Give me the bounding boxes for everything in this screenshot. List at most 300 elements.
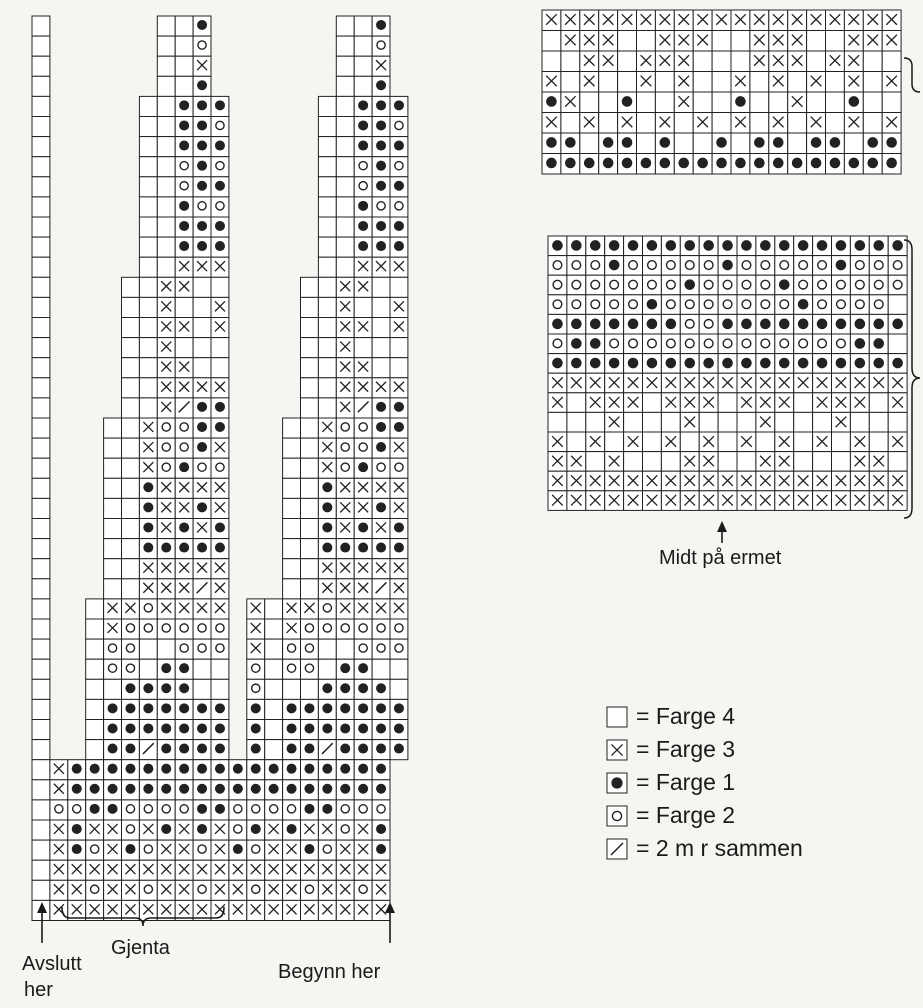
chart-cell <box>283 418 301 438</box>
dot-mark <box>125 784 135 794</box>
chart-cell <box>139 117 157 137</box>
dot-mark <box>197 221 207 231</box>
dot-mark <box>684 358 695 369</box>
dot-mark <box>72 844 82 854</box>
chart-cell <box>372 338 390 358</box>
chart-cell <box>211 860 229 880</box>
chart-cell <box>693 51 712 72</box>
dot-mark <box>197 744 207 754</box>
chart-cell <box>693 92 712 113</box>
chart-cell <box>139 257 157 277</box>
chart-cell <box>32 277 50 297</box>
chart-cell <box>354 820 372 840</box>
chart-cell <box>193 599 211 619</box>
chart-cell <box>605 275 624 295</box>
chart-cell <box>826 92 845 113</box>
chart-cell <box>301 599 319 619</box>
dot-mark <box>72 784 82 794</box>
chart-cell <box>193 197 211 217</box>
dot-mark <box>666 319 677 330</box>
chart-cell <box>139 318 157 338</box>
chart-cell <box>175 398 193 418</box>
dot-mark <box>340 703 350 713</box>
sleeve-chart-main <box>548 236 907 510</box>
chart-cell <box>586 295 605 315</box>
chart-cell <box>122 619 140 639</box>
chart-cell <box>211 458 229 478</box>
dot-mark <box>678 158 689 169</box>
chart-cell <box>157 338 175 358</box>
dot-mark <box>287 764 297 774</box>
chart-cell <box>655 72 674 93</box>
chart-cell <box>699 334 718 354</box>
chart-cell <box>718 275 737 295</box>
chart-cell <box>50 840 68 860</box>
chart-cell <box>157 619 175 639</box>
dot-mark <box>622 96 633 107</box>
chart-cell <box>193 458 211 478</box>
dot-mark <box>873 338 884 349</box>
chart-cell <box>211 257 229 277</box>
chart-cell <box>718 295 737 315</box>
chart-cell <box>567 275 586 295</box>
dot-mark <box>358 683 368 693</box>
sleeve-center-arrow <box>717 521 727 543</box>
dot-mark <box>161 824 171 834</box>
chart-cell <box>807 31 826 52</box>
dot-mark <box>90 784 100 794</box>
chart-cell <box>390 438 408 458</box>
chart-cell <box>265 840 283 860</box>
chart-cell <box>32 76 50 96</box>
chart-cell <box>807 92 826 113</box>
chart-cell <box>567 256 586 276</box>
chart-cell <box>157 418 175 438</box>
chart-cell <box>888 334 907 354</box>
chart-cell <box>157 478 175 498</box>
dot-mark <box>197 422 207 432</box>
chart-cell <box>561 113 580 134</box>
dot-mark <box>376 442 386 452</box>
dot-mark <box>161 723 171 733</box>
chart-cell <box>211 559 229 579</box>
chart-cell <box>86 679 104 699</box>
chart-cell <box>390 277 408 297</box>
chart-cell <box>265 639 283 659</box>
dot-mark <box>304 723 314 733</box>
dot-mark <box>358 703 368 713</box>
chart-cell <box>775 412 794 432</box>
chart-cell <box>712 51 731 72</box>
dot-mark <box>590 358 601 369</box>
chart-cell <box>139 177 157 197</box>
dot-mark <box>197 141 207 151</box>
dot-mark <box>609 260 620 271</box>
chart-cell <box>567 393 586 413</box>
dot-mark <box>376 100 386 110</box>
chart-cell <box>32 418 50 438</box>
chart-cell <box>661 452 680 472</box>
chart-cell <box>336 177 354 197</box>
chart-cell <box>336 217 354 237</box>
dot-mark <box>811 158 822 169</box>
chart-cell <box>301 679 319 699</box>
chart-cell <box>390 498 408 518</box>
chart-cell <box>193 297 211 317</box>
dot-mark <box>143 522 153 532</box>
chart-cell <box>175 297 193 317</box>
chart-cell <box>211 498 229 518</box>
chart-cell <box>354 800 372 820</box>
chart-cell <box>699 275 718 295</box>
chart-cell <box>869 393 888 413</box>
chart-cell <box>104 559 122 579</box>
dot-mark <box>830 158 841 169</box>
chart-cell <box>283 519 301 539</box>
dot-mark <box>394 141 404 151</box>
chart-cell <box>643 256 662 276</box>
chart-cell <box>794 452 813 472</box>
chart-cell <box>390 659 408 679</box>
empty-icon <box>606 706 628 728</box>
chart-cell <box>731 31 750 52</box>
dot-mark <box>108 784 118 794</box>
chart-cell <box>265 820 283 840</box>
chart-cell <box>104 659 122 679</box>
chart-cell <box>301 318 319 338</box>
chart-cell <box>807 51 826 72</box>
chart-cell <box>175 76 193 96</box>
chart-cell <box>301 358 319 378</box>
chart-cell <box>888 452 907 472</box>
chart-cell <box>247 599 265 619</box>
dot-mark <box>735 96 746 107</box>
slash-icon <box>606 838 628 860</box>
chart-cell <box>712 31 731 52</box>
chart-cell <box>139 197 157 217</box>
chart-cell <box>32 619 50 639</box>
chart-cell <box>32 860 50 880</box>
chart-cell <box>372 56 390 76</box>
chart-cell <box>175 157 193 177</box>
chart-cell <box>32 16 50 36</box>
chart-cell <box>211 157 229 177</box>
dot-mark <box>90 804 100 814</box>
chart-cell <box>336 237 354 257</box>
chart-cell <box>655 92 674 113</box>
chart-cell <box>674 113 693 134</box>
dot-mark <box>394 522 404 532</box>
chart-cell <box>104 820 122 840</box>
dot-mark <box>322 804 332 814</box>
dot-mark <box>584 158 595 169</box>
chart-cell <box>265 659 283 679</box>
legend-item-empty <box>606 700 803 733</box>
chart-cell <box>731 51 750 72</box>
dot-mark <box>622 158 633 169</box>
chart-cell <box>211 277 229 297</box>
chart-cell <box>301 458 319 478</box>
chart-cell <box>283 900 301 920</box>
chart-cell <box>301 398 319 418</box>
chart-cell <box>336 418 354 438</box>
chart-cell <box>32 820 50 840</box>
chart-cell <box>157 197 175 217</box>
dot-mark <box>394 221 404 231</box>
dot-mark <box>179 683 189 693</box>
dot-mark <box>215 543 225 553</box>
dot-mark <box>251 723 261 733</box>
chart-cell <box>157 880 175 900</box>
chart-cell <box>104 619 122 639</box>
dot-mark <box>322 723 332 733</box>
chart-cell <box>157 36 175 56</box>
dot-mark <box>546 137 557 148</box>
chart-cell <box>699 412 718 432</box>
chart-cell <box>175 820 193 840</box>
chart-cell <box>139 559 157 579</box>
dot-mark <box>817 358 828 369</box>
chart-cell <box>247 800 265 820</box>
dot-mark <box>269 784 279 794</box>
chart-cell <box>869 432 888 452</box>
chart-cell <box>674 133 693 154</box>
chart-cell <box>32 96 50 116</box>
chart-cell <box>354 157 372 177</box>
chart-cell <box>605 432 624 452</box>
chart-cell <box>336 338 354 358</box>
chart-cell <box>283 498 301 518</box>
chart-cell <box>318 900 336 920</box>
dot-mark <box>161 764 171 774</box>
chart-cell <box>265 619 283 639</box>
chart-cell <box>283 840 301 860</box>
chart-cell <box>104 840 122 860</box>
chart-cell <box>139 659 157 679</box>
chart-cell <box>32 740 50 760</box>
chart-cell <box>788 113 807 134</box>
chart-cell <box>756 275 775 295</box>
chart-cell <box>139 860 157 880</box>
dot-mark <box>811 137 822 148</box>
chart-cell <box>712 113 731 134</box>
dot-mark <box>197 824 207 834</box>
chart-cell <box>372 880 390 900</box>
chart-cell <box>193 840 211 860</box>
chart-cell <box>104 599 122 619</box>
chart-cell <box>139 217 157 237</box>
dot-mark <box>394 744 404 754</box>
dot-mark <box>251 744 261 754</box>
chart-cell <box>157 358 175 378</box>
chart-cell <box>193 519 211 539</box>
chart-cell <box>122 318 140 338</box>
chart-cell <box>699 295 718 315</box>
legend <box>606 700 803 865</box>
chart-cell <box>157 860 175 880</box>
chart-cell <box>32 699 50 719</box>
chart-cell <box>86 639 104 659</box>
dot-mark <box>304 784 314 794</box>
chart-cell <box>813 412 832 432</box>
dot-mark <box>376 141 386 151</box>
dot-mark <box>215 723 225 733</box>
dot-mark <box>215 764 225 774</box>
chart-cell <box>175 478 193 498</box>
dot-mark <box>215 522 225 532</box>
chart-cell <box>86 720 104 740</box>
chart-cell <box>32 599 50 619</box>
chart-cell <box>175 498 193 518</box>
chart-cell <box>157 519 175 539</box>
chart-cell <box>193 277 211 297</box>
chart-cell <box>157 378 175 398</box>
chart-cell <box>122 297 140 317</box>
chart-cell <box>122 398 140 418</box>
chart-cell <box>354 378 372 398</box>
dot-mark <box>735 158 746 169</box>
dot-mark <box>779 319 790 330</box>
dot-mark <box>603 158 614 169</box>
dot-mark <box>215 141 225 151</box>
dot-mark <box>798 240 809 251</box>
chart-cell <box>301 900 319 920</box>
chart-cell <box>372 579 390 599</box>
dot-mark <box>72 824 82 834</box>
chart-cell <box>157 840 175 860</box>
chart-cell <box>336 800 354 820</box>
chart-cell <box>336 639 354 659</box>
chart-cell <box>211 338 229 358</box>
chart-cell <box>211 820 229 840</box>
chart-cell <box>813 452 832 472</box>
chart-cell <box>247 900 265 920</box>
chart-cell <box>283 539 301 559</box>
dot-mark <box>143 482 153 492</box>
chart-cell <box>354 900 372 920</box>
dot-mark <box>722 358 733 369</box>
chart-cell <box>354 860 372 880</box>
chart-cell <box>122 820 140 840</box>
dot-mark <box>161 543 171 553</box>
chart-cell <box>122 519 140 539</box>
chart-cell <box>390 619 408 639</box>
dot-mark <box>358 120 368 130</box>
chart-cell <box>193 56 211 76</box>
chart-cell <box>139 840 157 860</box>
dot-mark <box>179 522 189 532</box>
chart-cell <box>157 137 175 157</box>
chart-cell <box>607 806 627 826</box>
chart-cell <box>265 599 283 619</box>
dot-mark <box>394 422 404 432</box>
dot-mark <box>358 141 368 151</box>
dot-mark <box>358 764 368 774</box>
dot-mark <box>571 358 582 369</box>
dot-mark <box>641 158 652 169</box>
chart-cell <box>211 378 229 398</box>
dot-mark <box>215 804 225 814</box>
dot-mark <box>855 240 866 251</box>
chart-cell <box>32 800 50 820</box>
chart-cell <box>737 256 756 276</box>
chart-cell <box>756 334 775 354</box>
dot-mark <box>647 358 658 369</box>
dot-mark <box>125 683 135 693</box>
dot-mark <box>179 221 189 231</box>
chart-cell <box>283 579 301 599</box>
dot-mark <box>304 744 314 754</box>
dot-mark <box>886 137 897 148</box>
dot-mark <box>358 723 368 733</box>
chart-cell <box>229 880 247 900</box>
chart-cell <box>211 297 229 317</box>
chart-cell <box>737 295 756 315</box>
chart-cell <box>32 438 50 458</box>
chart-cell <box>122 599 140 619</box>
chart-cell <box>850 412 869 432</box>
dot-mark <box>215 100 225 110</box>
chart-cell <box>157 458 175 478</box>
chart-cell <box>775 334 794 354</box>
chart-cell <box>680 432 699 452</box>
chart-cell <box>139 378 157 398</box>
chart-cell <box>336 36 354 56</box>
dot-mark <box>394 543 404 553</box>
dot-mark <box>855 319 866 330</box>
dot-mark <box>340 744 350 754</box>
dot-mark <box>72 764 82 774</box>
chart-cell <box>794 275 813 295</box>
dot-mark <box>666 240 677 251</box>
chart-cell <box>211 197 229 217</box>
chart-cell <box>390 639 408 659</box>
chart-cell <box>175 579 193 599</box>
chart-cell <box>354 438 372 458</box>
dot-mark <box>892 319 903 330</box>
dot-mark <box>322 482 332 492</box>
chart-cell <box>139 398 157 418</box>
chart-cell <box>211 117 229 137</box>
chart-cell <box>32 559 50 579</box>
dot-mark <box>322 703 332 713</box>
dot-mark <box>741 358 752 369</box>
chart-cell <box>390 458 408 478</box>
chart-cell <box>122 539 140 559</box>
chart-cell <box>318 599 336 619</box>
dot-mark <box>125 723 135 733</box>
chart-cell <box>718 393 737 413</box>
dot-mark <box>376 402 386 412</box>
chart-cell <box>301 418 319 438</box>
chart-cell <box>211 639 229 659</box>
chart-cell <box>643 334 662 354</box>
chart-cell <box>863 51 882 72</box>
chart-cell <box>548 275 567 295</box>
dot-mark <box>376 120 386 130</box>
chart-cell <box>561 51 580 72</box>
chart-cell <box>193 880 211 900</box>
chart-cell <box>863 72 882 93</box>
chart-cell <box>354 579 372 599</box>
dot-mark <box>287 723 297 733</box>
dot-mark <box>179 663 189 673</box>
chart-cell <box>624 275 643 295</box>
chart-cell <box>32 679 50 699</box>
dot-mark <box>552 358 563 369</box>
chart-cell <box>336 579 354 599</box>
chart-cell <box>104 880 122 900</box>
